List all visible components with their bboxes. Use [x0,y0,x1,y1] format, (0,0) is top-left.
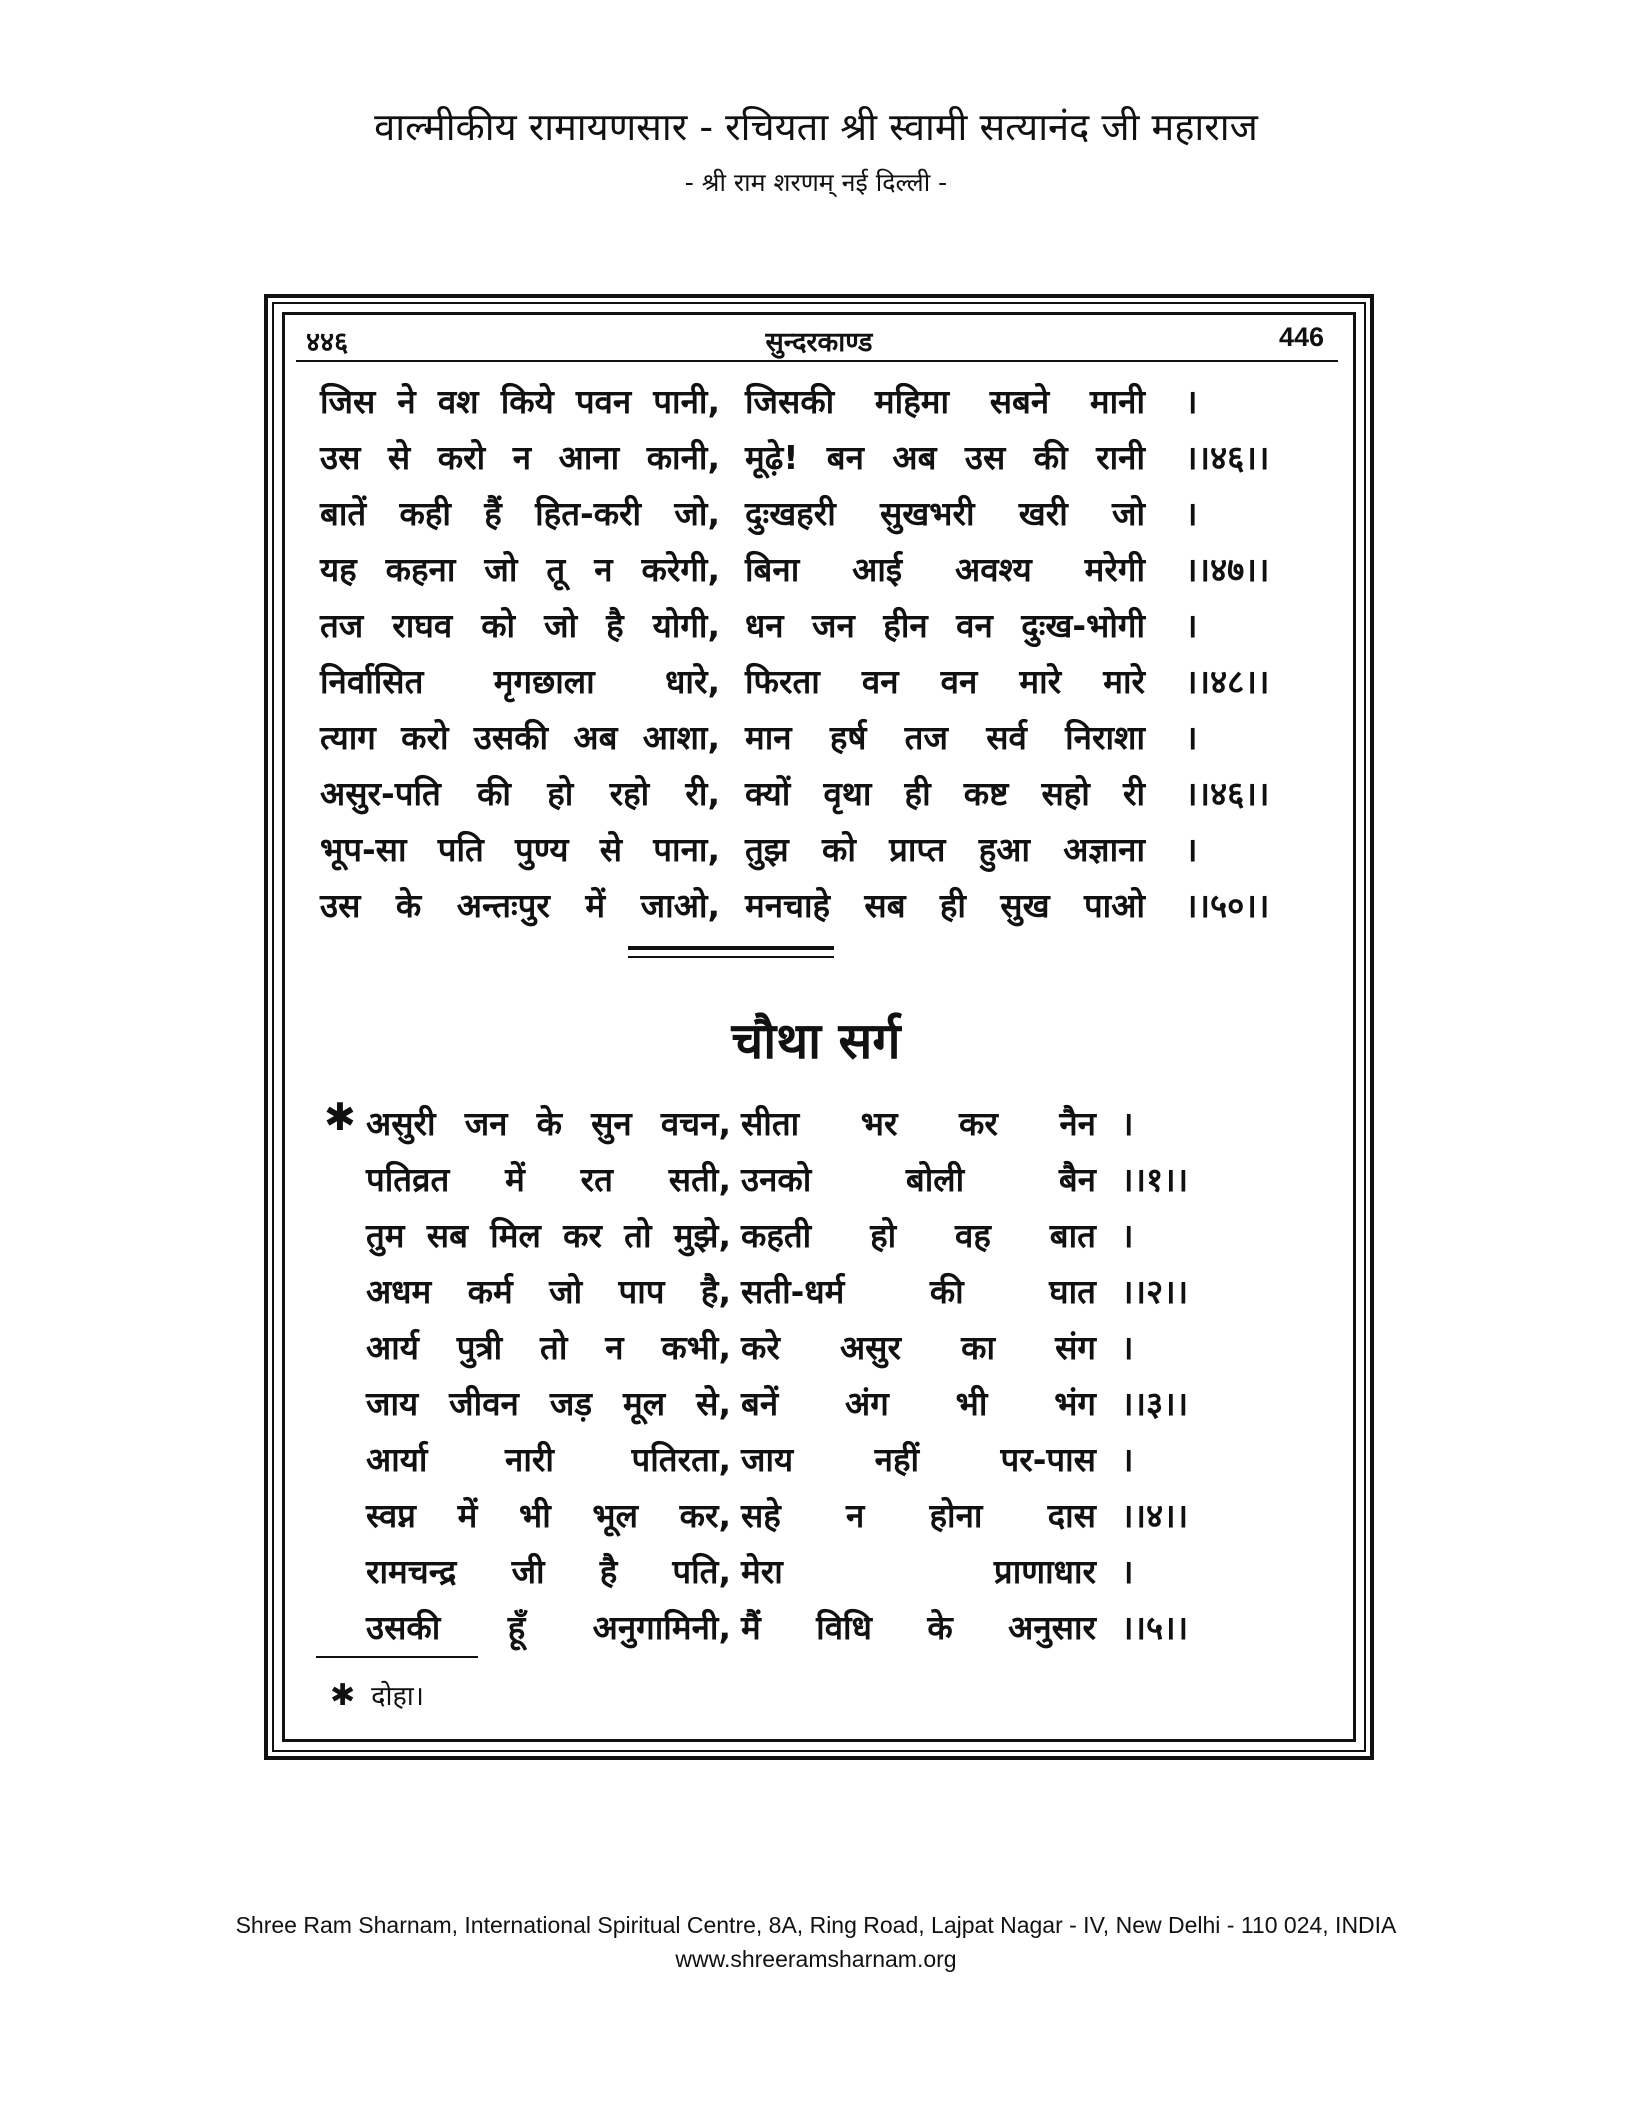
verse-number: ।।४७।। [1185,550,1270,589]
doha-star-mark: ✱ [324,1095,356,1139]
doha-number: ।।५।। [1121,1608,1189,1647]
section-divider [628,946,834,950]
doha-first-half: तुम सब मिल कर तो मुझे, [366,1216,731,1255]
doha-second-half: करे असुर का संग [741,1328,1096,1367]
doha-first-half: स्वप्न में भी भूल कर, [366,1496,731,1535]
verse-number: । [1185,382,1198,421]
verse-second-half: मनचाहे सब ही सुख पाओ [745,886,1145,925]
doha-number: ।।२।। [1121,1272,1189,1311]
doha-second-half: मेरा प्राणाधार [741,1552,1096,1591]
doha-number: ।।३।। [1121,1384,1189,1423]
verse-first-half: निर्वासित मृगछाला धारे, [320,662,720,701]
doha-first-half: आर्या नारी पतिरता, [366,1440,731,1479]
verse-first-half: जिस ने वश किये पवन पानी, [320,382,720,421]
doha-number: । [1121,1552,1134,1591]
running-head [296,318,1342,360]
doha-number: । [1121,1440,1134,1479]
verse-first-half: बातें कही हैं हित-करी जो, [320,494,720,533]
footnote-rule [316,1656,478,1658]
doha-first-half: आर्य पुत्री तो न कभी, [366,1328,731,1367]
verse-second-half: दुःखहरी सुखभरी खरी जो [745,494,1145,533]
page-number: 446 [1278,322,1324,352]
doha-number: । [1121,1216,1134,1255]
doha-first-half: रामचन्द्र जी है पति, [366,1552,731,1591]
section-divider-thin [628,956,834,958]
doha-first-half: जाय जीवन जड़ मूल से, [366,1384,731,1423]
doha-second-half: बनें अंग भी भंग [741,1384,1096,1423]
verse-number: ।।५०।। [1185,886,1270,925]
doha-second-half: सती-धर्म की घात [741,1272,1096,1311]
footnote-star-mark: ✱ [330,1678,356,1713]
verse-number: ।।४८।। [1185,662,1270,701]
footer-address: Shree Ram Sharnam, International Spiritual Centre, 8A, Ring Road, Lajpat Nagar - IV, New Delhi - 110 024, INDIA [235,1912,1397,1938]
verse-number: । [1185,718,1198,757]
doha-second-half: उनको बोली बैन [741,1160,1096,1199]
doha-second-half: सीता भर कर नैन [741,1104,1096,1143]
verse-first-half: भूप-सा पति पुण्य से पाना, [320,830,720,869]
verse-first-half: उस के अन्तःपुर में जाओ, [320,886,720,925]
verse-second-half: तुझ को प्राप्त हुआ अज्ञाना [745,830,1145,869]
doha-first-half: अधम कर्म जो पाप है, [366,1272,731,1311]
document-header-subtitle: - श्री राम शरणम् नई दिल्ली - [684,168,948,197]
verse-second-half: फिरता वन वन मारे मारे [745,662,1145,701]
verse-number: ।।४६।। [1185,774,1270,813]
verse-first-half: यह कहना जो तू न करेगी, [320,550,720,589]
verse-first-half: तज राघव को जो है योगी, [320,606,720,645]
doha-second-half: मैं विधि के अनुसार [741,1608,1096,1647]
verse-second-half: बिना आई अवश्य मरेगी [745,550,1145,589]
verse-second-half: मान हर्ष तज सर्व निराशा [745,718,1145,757]
verse-second-half: धन जन हीन वन दुःख-भोगी [745,606,1145,645]
verse-number: । [1185,494,1198,533]
verse-second-half: मूढ़े! बन अब उस की रानी [745,438,1145,477]
page-number-devanagari: ४४६ [306,327,349,358]
verse-number: । [1185,606,1198,645]
footer-website: www.shreeramsharnam.org [675,1946,957,1972]
section-title: चौथा सर्ग [731,1012,901,1070]
doha-number: ।।१।। [1121,1160,1189,1199]
document-header-title: वाल्मीकीय रामायणसार - रचियता श्री स्वामी सत्यानंद जी महाराज [374,105,1258,149]
verse-first-half: असुर-पति की हो रहो री, [320,774,720,813]
doha-number: ।।४।। [1121,1496,1189,1535]
verse-second-half: जिसकी महिमा सबने मानी [745,382,1145,421]
verse-first-half: उस से करो न आना कानी, [320,438,720,477]
doha-first-half: असुरी जन के सुन वचन, [366,1104,731,1143]
doha-second-half: जाय नहीं पर-पास [741,1440,1096,1479]
chapter-name: सुन्दरकाण्ड [765,327,873,358]
doha-second-half: कहती हो वह बात [741,1216,1096,1255]
doha-first-half: पतिव्रत में रत सती, [366,1160,731,1199]
doha-second-half: सहे न होना दास [741,1496,1096,1535]
doha-number: । [1121,1328,1134,1367]
running-head-rule [296,360,1338,362]
doha-first-half: उसकी हूँ अनुगामिनी, [366,1608,731,1647]
verse-number: ।।४६।। [1185,438,1270,477]
doha-number: । [1121,1104,1134,1143]
verse-number: । [1185,830,1198,869]
footnote [330,1676,424,1713]
verse-first-half: त्याग करो उसकी अब आशा, [320,718,720,757]
verse-second-half: क्यों वृथा ही कष्ट सहो री [745,774,1145,813]
footnote-text: दोहा। [371,1681,425,1712]
